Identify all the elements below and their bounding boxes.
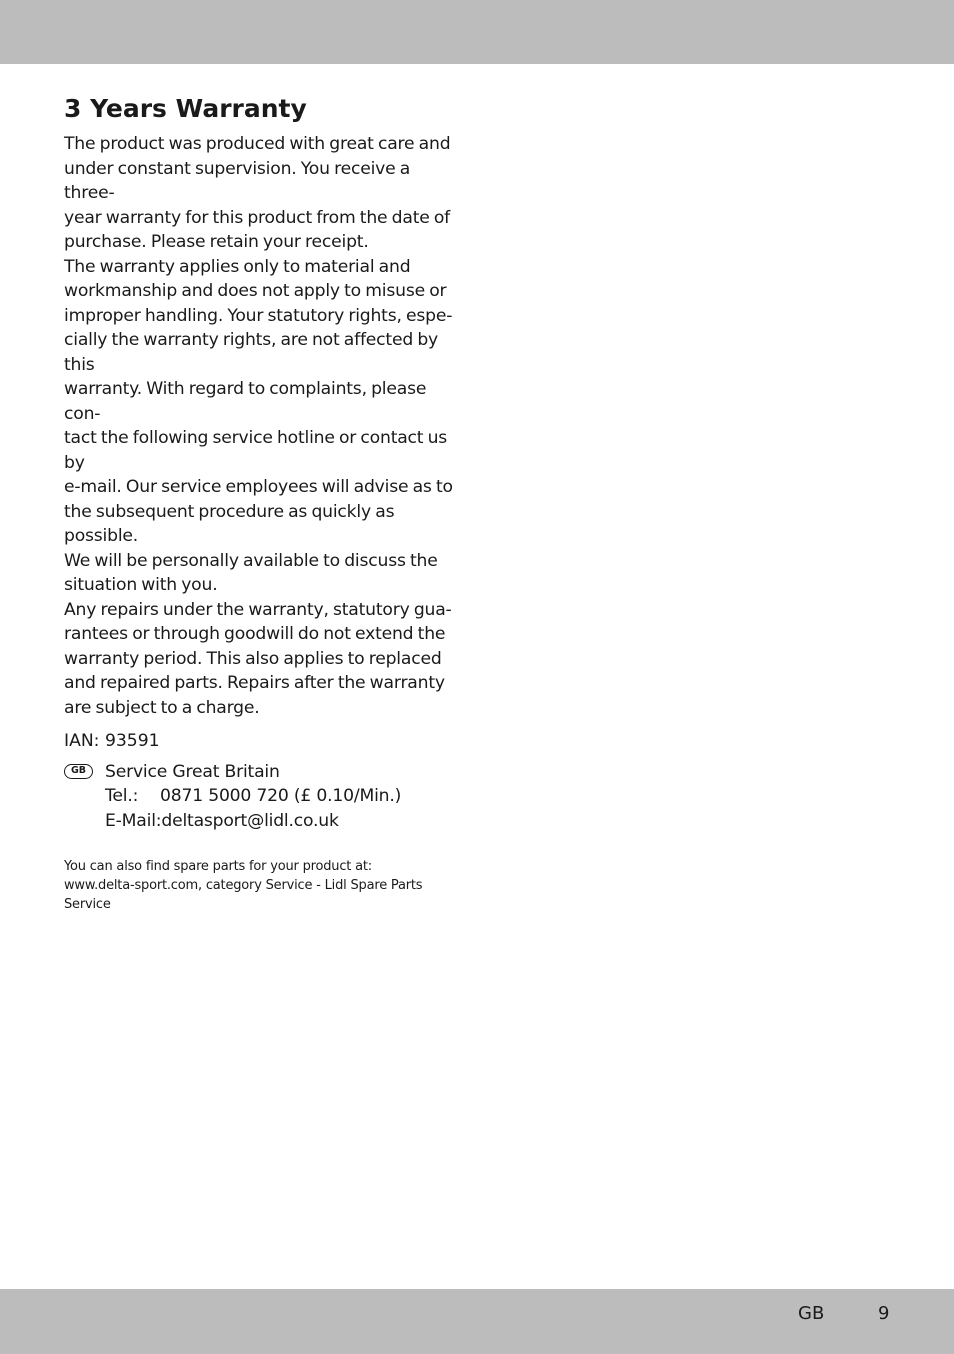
spare-parts-note xyxy=(64,857,456,914)
text-line: Service xyxy=(64,897,111,912)
text-line: purchase. Please retain your receipt. xyxy=(64,232,369,252)
header-band xyxy=(0,0,954,64)
text-line: tact the following service hotline or contact us by xyxy=(64,428,448,473)
warranty-paragraph-3 xyxy=(64,598,456,721)
tel-label: Tel.: xyxy=(105,786,139,806)
text-line: and repaired parts. Repairs after the warranty xyxy=(64,673,445,693)
text-line: improper handling. Your statutory rights, espe- xyxy=(64,305,453,326)
text-line: are subject to a charge. xyxy=(64,697,260,718)
text-line: www.delta-sport.com, category Service - Lidl Spare Parts xyxy=(64,878,423,893)
text-line: warranty. With regard to complaints, please con- xyxy=(64,379,427,424)
text-line: Any repairs under the warranty, statutory gua- xyxy=(64,599,452,620)
text-line: situation with you. xyxy=(64,575,218,595)
text-line: the subsequent procedure as quickly as possible. xyxy=(64,501,395,546)
text-line: workmanship and does not apply to misuse or xyxy=(64,281,447,301)
text-line: year warranty for this product from the date of xyxy=(64,207,451,228)
text-line: We will be personally available to discuss the xyxy=(64,550,438,571)
page-title: 3 Years Warranty xyxy=(64,94,307,123)
text-line: e-mail. Our service employees will advise as to xyxy=(64,477,453,497)
text-line: The product was produced with great care and xyxy=(64,134,451,154)
service-title: Service Great Britain xyxy=(105,761,280,782)
service-contact xyxy=(64,760,456,834)
warranty-paragraph-2 xyxy=(64,255,456,598)
gb-country-badge-icon: GB xyxy=(64,764,93,779)
page-number: 9 xyxy=(878,1303,890,1324)
warranty-paragraph-1 xyxy=(64,132,456,255)
warranty-section xyxy=(64,92,456,914)
service-tel-row xyxy=(105,784,456,809)
text-line: warranty period. This also applies to replaced xyxy=(64,648,442,669)
text-line: rantees or through goodwill do not extend the xyxy=(64,624,446,644)
tel-value: 0871 5000 720 (£ 0.10/Min.) xyxy=(160,786,402,806)
text-line: under constant supervision. You receive a three- xyxy=(64,158,411,203)
text-line: The warranty applies only to material and xyxy=(64,256,411,277)
footer-language: GB xyxy=(798,1303,825,1324)
text-line: cially the warranty rights, are not affected by this xyxy=(64,330,438,375)
service-details xyxy=(105,760,456,834)
service-email: E-Mail:deltasport@lidl.co.uk xyxy=(105,810,339,831)
text-line: You can also find spare parts for your product at: xyxy=(64,859,372,874)
ian-number: IAN: 93591 xyxy=(64,731,160,751)
